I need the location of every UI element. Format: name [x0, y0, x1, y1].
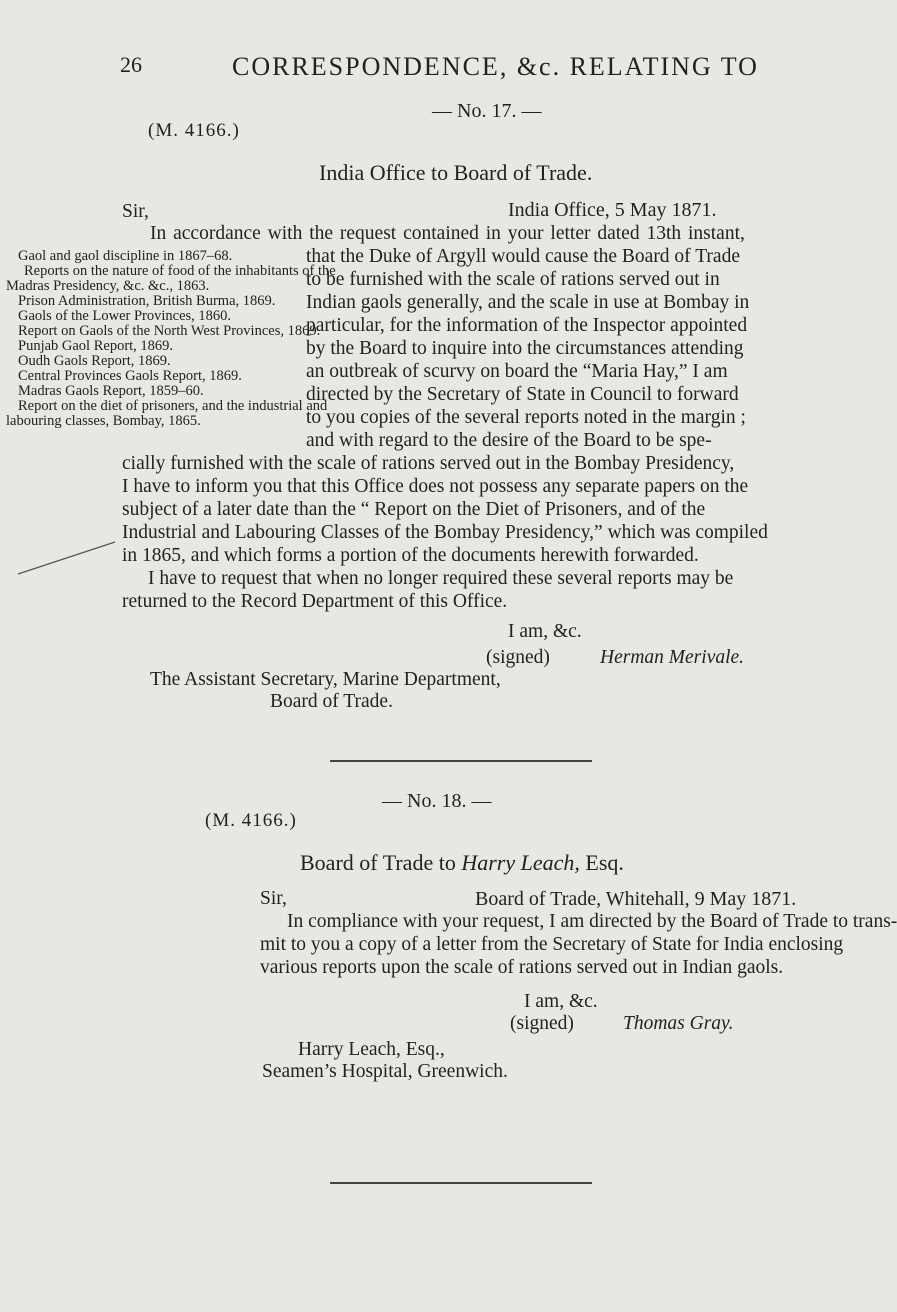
- letter-18-signed: (signed): [510, 1013, 574, 1034]
- text-line: cially furnished with the scale of rations served out in the Bombay Presidency,: [122, 453, 735, 474]
- text-line: that the Duke of Argyll would cause the Board of Trade: [306, 246, 740, 267]
- text-line: directed by the Secretary of State in Council to forward: [306, 384, 739, 405]
- letter-18-addressee-line2: Seamen’s Hospital, Greenwich.: [262, 1061, 508, 1082]
- section-divider: [330, 760, 592, 762]
- text-line: returned to the Record Department of this Office.: [122, 591, 508, 612]
- letter-17-heading: India Office to Board of Trade.: [319, 160, 593, 185]
- margin-note: Report on Gaols of the North West Provinces, 1869.: [18, 323, 321, 339]
- margin-note: Madras Gaols Report, 1859–60.: [18, 383, 204, 399]
- text-line: to you copies of the several reports noted in the margin ;: [306, 407, 746, 428]
- margin-pointer-line: [10, 540, 120, 580]
- letter-18-heading: [300, 850, 624, 876]
- letter-18-body: [260, 910, 897, 979]
- letter-18-heading-suffix: Esq.: [585, 850, 624, 875]
- letter-18-reference: (M. 4166.): [205, 810, 297, 831]
- text-line: various reports upon the scale of rations served out in Indian gaols.: [260, 957, 784, 978]
- letter-17-number: — No. 17. —: [432, 100, 542, 122]
- letter-17-right-column: [306, 245, 749, 452]
- letter-18-addressee-line1: Harry Leach, Esq.,: [298, 1039, 445, 1060]
- text-line: an outbreak of scurvy on board the “Maria Hay,” I am: [306, 361, 728, 382]
- text-line: I have to inform you that this Office does not possess any separate papers on the: [122, 476, 749, 497]
- text-line: mit to you a copy of a letter from the Secretary of State for India enclosing: [260, 934, 844, 955]
- margin-note: Gaols of the Lower Provinces, 1860.: [18, 308, 232, 324]
- margin-note: Madras Presidency, &c. &c., 1863.: [6, 278, 210, 294]
- letter-17-reference: (M. 4166.): [148, 120, 240, 141]
- letter-18-heading-name: Harry Leach,: [461, 850, 580, 875]
- margin-note: Oudh Gaols Report, 1869.: [18, 353, 171, 369]
- letter-17-salutation: Sir,: [122, 201, 149, 222]
- page-number: 26: [120, 52, 142, 77]
- text-line: In compliance with your request, I am directed by the Board of Trade to trans-: [287, 911, 897, 932]
- running-title: CORRESPONDENCE, &c. RELATING TO: [232, 52, 759, 81]
- letter-17-signature: Herman Merivale.: [600, 647, 745, 668]
- letter-17-dateline: India Office, 5 May 1871.: [508, 199, 717, 221]
- letter-18-closing: I am, &c.: [524, 991, 598, 1012]
- margin-note: Prison Administration, British Burma, 1869.: [18, 293, 276, 309]
- margin-notes: [6, 249, 336, 429]
- margin-note: Reports on the nature of food of the inhabitants of the: [24, 263, 336, 279]
- text-line: by the Board to inquire into the circumstances attending: [306, 338, 744, 359]
- section-divider: [330, 1182, 592, 1184]
- letter-18-signature: Thomas Gray.: [623, 1013, 734, 1034]
- text-line: Indian gaols generally, and the scale in use at Bombay in: [306, 292, 750, 313]
- letter-17-body: [122, 452, 768, 613]
- text-line: to be furnished with the scale of rations served out in: [306, 269, 720, 290]
- letter-18-number: — No. 18. —: [382, 790, 492, 812]
- text-line: and with regard to the desire of the Board to be spe-: [306, 430, 712, 451]
- margin-note: Punjab Gaol Report, 1869.: [18, 338, 174, 354]
- margin-note: labouring classes, Bombay, 1865.: [6, 413, 201, 429]
- letter-18-salutation: Sir,: [260, 888, 287, 909]
- letter-17-addressee-line1: The Assistant Secretary, Marine Department,: [150, 669, 501, 690]
- letter-17-addressee-line2: Board of Trade.: [270, 691, 393, 712]
- text-line: I have to request that when no longer required these several reports may be: [148, 568, 734, 589]
- margin-note: Central Provinces Gaols Report, 1869.: [18, 368, 242, 384]
- text-line: particular, for the information of the Inspector appointed: [306, 315, 748, 336]
- letter-18-dateline: Board of Trade, Whitehall, 9 May 1871.: [475, 888, 797, 910]
- text-line: subject of a later date than the “ Report on the Diet of Prisoners, and of the: [122, 499, 706, 520]
- letter-17-signed: (signed): [486, 647, 550, 668]
- letter-17-closing: I am, &c.: [508, 621, 582, 642]
- margin-note: Report on the diet of prisoners, and the industrial and: [18, 398, 328, 414]
- text-line: Industrial and Labouring Classes of the Bombay Presidency,” which was compiled: [122, 522, 768, 543]
- letter-17-first-line: In accordance with the request contained in your letter dated 13th instant,: [150, 223, 745, 244]
- letter-18-heading-prefix: Board of Trade to: [300, 850, 456, 875]
- margin-note: Gaol and gaol discipline in 1867–68.: [18, 248, 233, 264]
- text-line: in 1865, and which forms a portion of the documents herewith forwarded.: [122, 545, 699, 566]
